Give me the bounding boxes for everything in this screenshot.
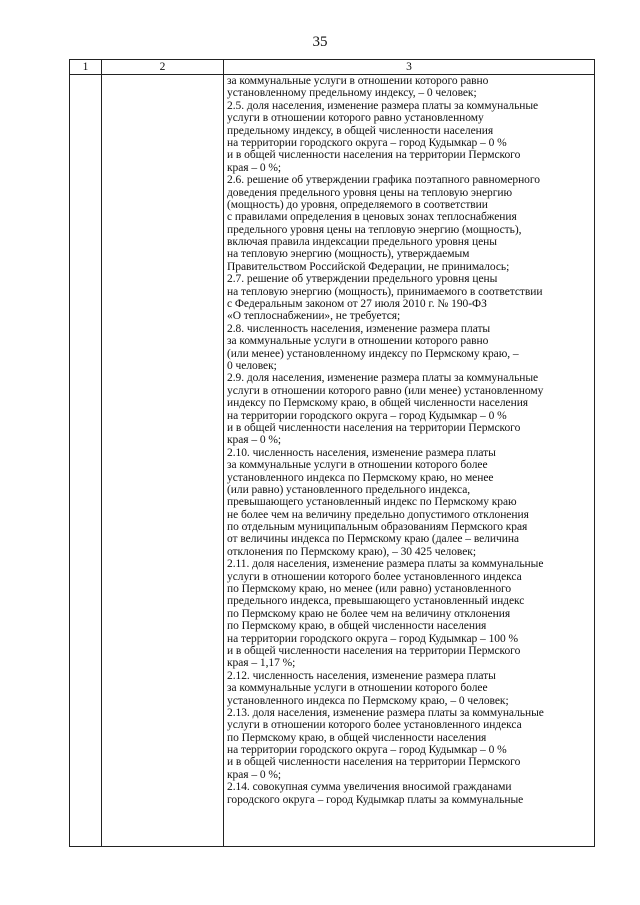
- text-line: и в общей численности населения на территории Пермского: [227, 756, 521, 769]
- column-1-cell: [70, 75, 102, 847]
- text-line: 2.13. доля населения, изменение размера платы за коммунальные: [227, 706, 544, 719]
- text-line: по Пермскому краю, но менее (или равно) установленного: [227, 583, 512, 596]
- text-line: 2.6. решение об утверждении графика поэтапного равномерного: [227, 174, 540, 187]
- text-line: за коммунальные услуги в отношении которого равно: [227, 335, 489, 348]
- text-line: предельного индекса, превышающего установленный индекс: [227, 595, 525, 608]
- text-line: 2.5. доля населения, изменение размера платы за коммунальные: [227, 99, 539, 112]
- text-line: по Пермскому краю не более чем на величину отклонения: [227, 607, 511, 620]
- text-line: на тепловую энергию (мощность), принимаемого в соответствии: [227, 285, 543, 298]
- text-line: 0 человек;: [227, 359, 277, 372]
- text-line: 2.8. численность населения, изменение размера платы: [227, 322, 491, 335]
- text-line: услуги в отношении которого более установленного индекса: [227, 570, 522, 583]
- text-line: на территории городского округа – город Кудымкар – 0 %: [227, 409, 507, 422]
- table-header-row: [70, 60, 595, 75]
- text-line: (или равно) установленного предельного индекса,: [227, 483, 471, 496]
- text-line: установленного индекса по Пермскому краю, но менее: [227, 471, 494, 484]
- text-line: 2.11. доля населения, изменение размера платы за коммунальные: [227, 558, 544, 571]
- text-line: «О теплоснабжении», не требуется;: [227, 310, 401, 323]
- text-line: от величины индекса по Пермскому краю (далее – величина: [227, 533, 519, 546]
- text-line: (или менее) установленному индексу по Пермскому краю, –: [227, 347, 519, 360]
- text-line: края – 0 %;: [227, 161, 282, 174]
- text-line: по Пермскому краю, в общей численности населения: [227, 731, 487, 744]
- text-line: и в общей численности населения на территории Пермского: [227, 421, 521, 434]
- text-line: установленному предельному индексу, – 0 человек;: [227, 87, 477, 100]
- text-line: предельного уровня цены на тепловую энергию (мощность),: [227, 223, 522, 236]
- text-line: не более чем на величину предельно допустимого отклонения: [227, 508, 529, 521]
- table-row: [70, 75, 595, 847]
- text-line: по отдельным муниципальным образованиям Пермского края: [227, 521, 528, 534]
- text-line: и в общей численности населения на территории Пермского: [227, 149, 521, 162]
- text-line: 2.7. решение об утверждении предельного уровня цены: [227, 273, 498, 286]
- text-line: услуги в отношении которого равно установленному: [227, 112, 484, 125]
- column-3-cell: [224, 75, 595, 847]
- text-line: на территории городского округа – город Кудымкар – 0 %: [227, 136, 507, 149]
- text-line: Правительством Российской Федерации, не принималось;: [227, 260, 510, 273]
- text-line: края – 0 %;: [227, 434, 282, 447]
- text-line: за коммунальные услуги в отношении которого более: [227, 459, 488, 472]
- text-line: предельному индексу, в общей численности населения: [227, 124, 494, 137]
- column-header-3: 3: [224, 60, 595, 75]
- text-line: с Федеральным законом от 27 июля 2010 г. № 190-ФЗ: [227, 298, 487, 311]
- text-line: и в общей численности населения на территории Пермского: [227, 644, 521, 657]
- text-line: услуги в отношении которого равно (или менее) установленному: [227, 384, 544, 397]
- text-line: с правилами определения в ценовых зонах теплоснабжения: [227, 211, 517, 224]
- text-line: установленного индекса по Пермскому краю, – 0 человек;: [227, 694, 509, 707]
- text-line: за коммунальные услуги в отношении которого более: [227, 682, 488, 695]
- text-line: городского округа – город Кудымкар платы за коммунальные: [227, 793, 524, 806]
- column-header-2: 2: [102, 60, 224, 75]
- text-line: на территории городского округа – город Кудымкар – 0 %: [227, 744, 507, 757]
- text-line: 2.9. доля населения, изменение размера платы за коммунальные: [227, 372, 539, 385]
- text-line: 2.14. совокупная сумма увеличения вносимой гражданами: [227, 781, 512, 794]
- text-line: на территории городского округа – город Кудымкар – 100 %: [227, 632, 519, 645]
- text-line: на тепловую энергию (мощность), утверждаемым: [227, 248, 470, 261]
- text-line: услуги в отношении которого более установленного индекса: [227, 719, 522, 732]
- text-line: края – 1,17 %;: [227, 657, 296, 670]
- text-line: превышающего установленный индекс по Пермскому краю: [227, 496, 517, 509]
- column-header-1: 1: [70, 60, 102, 75]
- text-line: 2.12. численность населения, изменение размера платы: [227, 669, 496, 682]
- text-line: края – 0 %;: [227, 768, 282, 781]
- page-number: 35: [312, 34, 328, 50]
- document-table: [69, 59, 595, 847]
- text-line: за коммунальные услуги в отношении которого равно: [227, 75, 489, 87]
- text-line: (мощность) до уровня, определяемого в соответствии: [227, 198, 488, 211]
- text-line: индексу по Пермскому краю, в общей численности населения: [227, 397, 529, 410]
- text-line: включая правила индексации предельного уровня цены: [227, 236, 497, 249]
- text-line: отклонения по Пермскому краю), – 30 425 человек;: [227, 545, 476, 558]
- text-line: доведения предельного уровня цены на тепловую энергию: [227, 186, 513, 199]
- text-line: по Пермскому краю, в общей численности населения: [227, 620, 487, 633]
- column-3-text: [224, 75, 594, 806]
- column-2-cell: [102, 75, 224, 847]
- text-line: 2.10. численность населения, изменение размера платы: [227, 446, 496, 459]
